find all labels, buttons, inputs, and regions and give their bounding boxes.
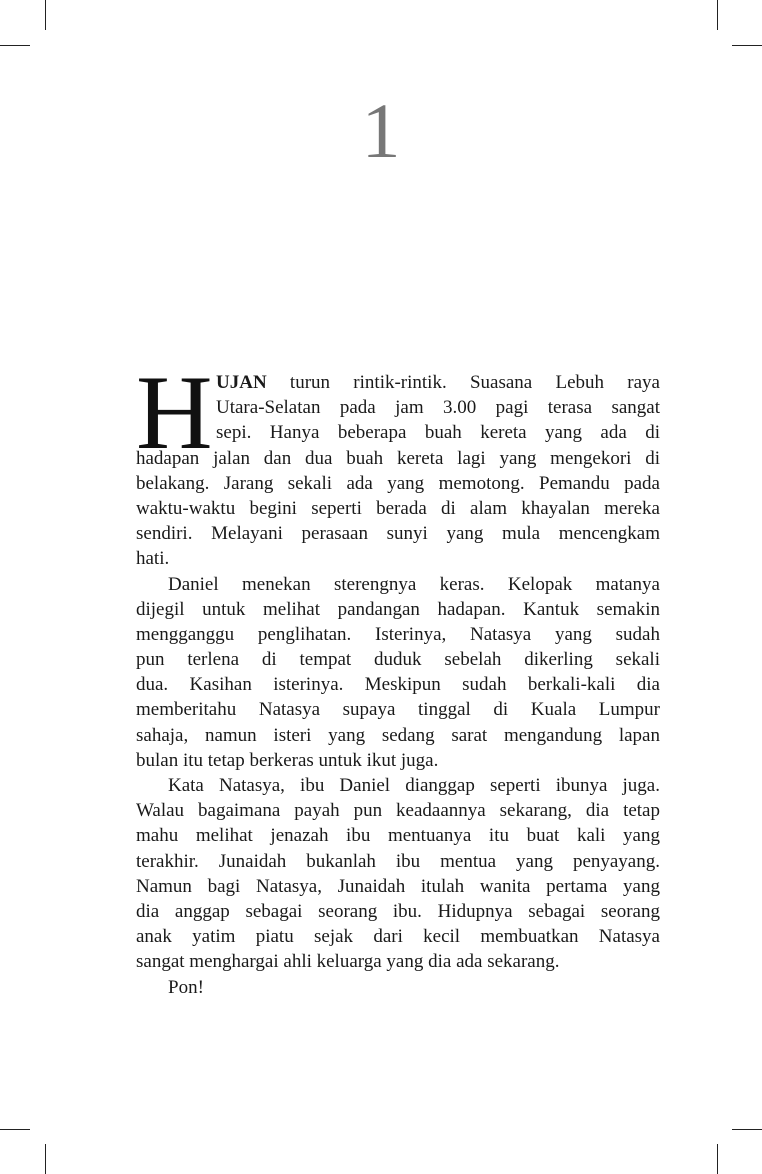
text-line: [136, 572, 660, 597]
paragraph: [136, 773, 660, 975]
crop-mark: [732, 45, 762, 46]
crop-mark: [717, 0, 718, 30]
line-text: sepi. Hanya beberapa buah kereta yang ada di: [216, 422, 660, 444]
line-text: Utara-Selatan pada jam 3.00 pagi terasa sangat: [216, 397, 660, 419]
line-text: dua. Kasihan isterinya. Meskipun sudah berkali-kali dia: [136, 674, 660, 696]
text-line: [136, 546, 660, 571]
line-text: dijegil untuk melihat pandangan hadapan. Kantuk semakin: [136, 598, 660, 620]
text-line: [136, 849, 660, 874]
text-line: [216, 395, 660, 420]
text-line: [216, 420, 660, 445]
text-line: [136, 597, 660, 622]
text-line: [136, 924, 660, 949]
text-line: [136, 823, 660, 848]
crop-mark: [732, 1129, 762, 1130]
line-text: bulan itu tetap berkeras untuk ikut juga.: [136, 749, 439, 771]
line-text: hadapan jalan dan dua buah kereta lagi yang mengekori di: [136, 447, 660, 469]
text-line: [136, 899, 660, 924]
line-text: mahu melihat jenazah ibu mentuanya itu buat kali yang: [136, 825, 660, 847]
text-line: [216, 370, 660, 395]
line-text: hati.: [136, 548, 170, 570]
line-text: Daniel menekan sterengnya keras. Kelopak matanya: [168, 573, 660, 595]
text-line: [136, 874, 660, 899]
lead-word: UJAN: [216, 372, 267, 393]
text-line: [136, 697, 660, 722]
text-line: [136, 748, 660, 773]
line-text: sahaja, namun isteri yang sedang sarat mengandung lapan: [136, 724, 660, 746]
line-text: turun rintik-rintik. Suasana Lebuh raya: [266, 372, 660, 393]
text-line: [136, 521, 660, 546]
line-text: waktu-waktu begini seperti berada di alam khayalan mereka: [136, 497, 660, 519]
text-line: [136, 949, 660, 974]
text-line: [136, 647, 660, 672]
line-text: pun terlena di tempat duduk sebelah dikerling sekali: [136, 649, 660, 671]
line-text: anak yatim piatu sejak dari kecil membuatkan Natasya: [136, 926, 660, 948]
paragraph: [136, 370, 660, 572]
chapter-number: 1: [361, 87, 401, 174]
text-line: [136, 798, 660, 823]
crop-mark: [717, 1144, 718, 1174]
text-line: [136, 773, 660, 798]
line-text: terakhir. Junaidah bukanlah ibu mentua yang penyayang.: [136, 850, 660, 872]
line-text: dia anggap sebagai seorang ibu. Hidupnya sebagai seorang: [136, 900, 660, 922]
line-text: Walau bagaimana payah pun keadaannya sekarang, dia tetap: [136, 800, 660, 822]
chapter-body: [136, 354, 660, 1000]
paragraph: [136, 975, 660, 1000]
crop-mark: [0, 45, 30, 46]
drop-cap: H: [136, 354, 213, 471]
line-text: Pon!: [168, 976, 204, 998]
line-text: Namun bagi Natasya, Junaidah itulah wanita pertama yang: [136, 875, 660, 897]
crop-mark: [45, 0, 46, 30]
line-text: mengganggu penglihatan. Isterinya, Natasya yang sudah: [136, 623, 660, 645]
line-text: belakang. Jarang sekali ada yang memotong. Pemandu pada: [136, 472, 660, 494]
crop-mark: [45, 1144, 46, 1174]
paragraph: [136, 572, 660, 774]
text-line: [136, 975, 660, 1000]
line-text: sangat menghargai ahli keluarga yang dia ada sekarang.: [136, 951, 560, 973]
line-text: memberitahu Natasya supaya tinggal di Kuala Lumpur: [136, 699, 660, 721]
text-line: [136, 471, 660, 496]
text-line: [136, 446, 660, 471]
line-text: sendiri. Melayani perasaan sunyi yang mula mencengkam: [136, 523, 660, 545]
line-text: Kata Natasya, ibu Daniel dianggap seperti ibunya juga.: [168, 775, 660, 796]
text-line: [136, 672, 660, 697]
text-line: [136, 496, 660, 521]
text-line: [136, 622, 660, 647]
text-line: [136, 723, 660, 748]
crop-mark: [0, 1129, 30, 1130]
